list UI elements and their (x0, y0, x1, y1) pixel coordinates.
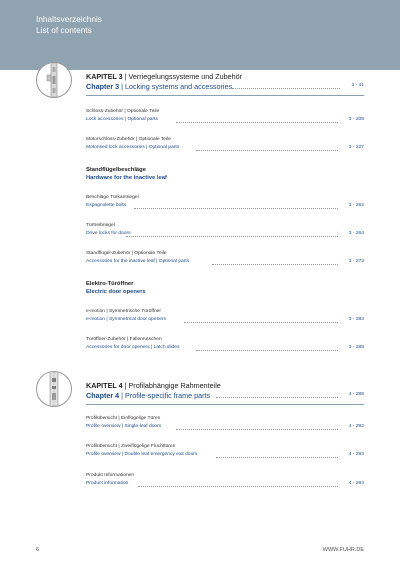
entry-title-en[interactable]: Product information (86, 481, 129, 486)
divider (86, 95, 364, 96)
entry-title-de: Produkt Informationen (86, 473, 135, 478)
dot-leader (232, 88, 340, 89)
entry-title-de: e-motion | Symmetrische Türöffner (86, 309, 162, 314)
entry-title-de: Motorschloss-Zubehör | Optionale Teile (86, 137, 171, 142)
entry-title-en[interactable]: Profile overview | Double leaf emergency exit doors (86, 452, 198, 457)
dot-leader (176, 122, 338, 123)
group-heading-de: Elektro-Türöffner (86, 281, 134, 287)
group-heading-en: Electric door openers (86, 289, 146, 295)
group-heading-en: Hardware for the inactive leaf (86, 175, 167, 181)
dot-leader (212, 264, 338, 265)
page-ref[interactable]: 3 - 288 (348, 345, 364, 350)
dot-leader (126, 236, 338, 237)
entry-title-de: Türtreibriegel (86, 223, 115, 228)
page-ref[interactable]: 4 - 293 (348, 452, 364, 457)
lock-mechanism-icon (36, 62, 72, 98)
entry-title-en[interactable]: Lock accessories | Optional parts (86, 117, 158, 122)
entry-title-en[interactable]: Espagnolette bolts (86, 203, 127, 208)
page-ref[interactable]: 3 - 262 (348, 203, 364, 208)
page-ref[interactable]: 4 - 289 (348, 392, 364, 397)
dot-leader (216, 397, 338, 398)
page-ref[interactable]: 4 - 294 (348, 481, 364, 486)
dot-leader (138, 486, 338, 487)
header-band (0, 0, 400, 70)
dot-leader (196, 150, 338, 151)
entry-title-en[interactable]: Profile overview | Single-leaf doors (86, 424, 162, 429)
entry-title-en[interactable]: Accessories for the inactive leaf | Optional parts (86, 259, 190, 264)
chapter-4-title-en[interactable]: Chapter 4 | Profile-specific frame parts (86, 391, 211, 400)
page-ref[interactable]: 3 - 283 (348, 317, 364, 322)
group-heading-de: Standflügelbeschläge (86, 167, 146, 173)
entry-title-de: Profilübersicht | Zweiflügelige Fluchttüren (86, 444, 176, 449)
dot-leader (176, 429, 338, 430)
profile-frame-icon (36, 371, 72, 407)
chapter-3-title-en[interactable]: Chapter 3 | Locking systems and accessories (86, 82, 233, 91)
divider (86, 404, 364, 405)
page-ref[interactable]: 3 - 227 (348, 145, 364, 150)
dot-leader (184, 322, 338, 323)
entry-title-en[interactable]: Accessories for door openers | Latch slides (86, 345, 180, 350)
page-ref[interactable]: 3 - 209 (348, 117, 364, 122)
dot-leader (216, 457, 338, 458)
footer-page-number: 6 (36, 547, 40, 553)
entry-title-en[interactable]: Motorised lock accessories | Optional parts (86, 145, 180, 150)
page-subtitle: List of contents (36, 25, 92, 35)
page-ref[interactable]: 3 - 41 (351, 83, 364, 88)
chapter-3-title-de: KAPITEL 3 | Verriegelungssysteme und Zubehör (86, 72, 242, 81)
entry-title-de: Türöffner-Zubehör | Fallenrutschen (86, 337, 162, 342)
footer-url-link[interactable]: WWW.FUHR.DE (322, 547, 364, 553)
dot-leader (134, 208, 338, 209)
entry-title-en[interactable]: Drive locks for doors (86, 231, 131, 236)
page-title: Inhaltsverzeichnis (36, 14, 102, 24)
entry-title-de: Standflügel-Zubehör | Optionale Teile (86, 251, 167, 256)
page-ref[interactable]: 3 - 264 (348, 231, 364, 236)
dot-leader (196, 350, 338, 351)
entry-title-de: Profilübersicht | Einflügelige Türen (86, 416, 161, 421)
page-ref[interactable]: 4 - 292 (348, 424, 364, 429)
page-ref[interactable]: 3 - 273 (348, 259, 364, 264)
entry-title-de: Schloss-Zubehör | Optionale Teile (86, 109, 160, 114)
entry-title-en[interactable]: e-motion | Symmetrical door openers (86, 317, 167, 322)
entry-title-de: Beschläge Türkantriegel (86, 195, 139, 200)
chapter-4-title-de: KAPITEL 4 | Profilabhängige Rahmenteile (86, 381, 221, 390)
